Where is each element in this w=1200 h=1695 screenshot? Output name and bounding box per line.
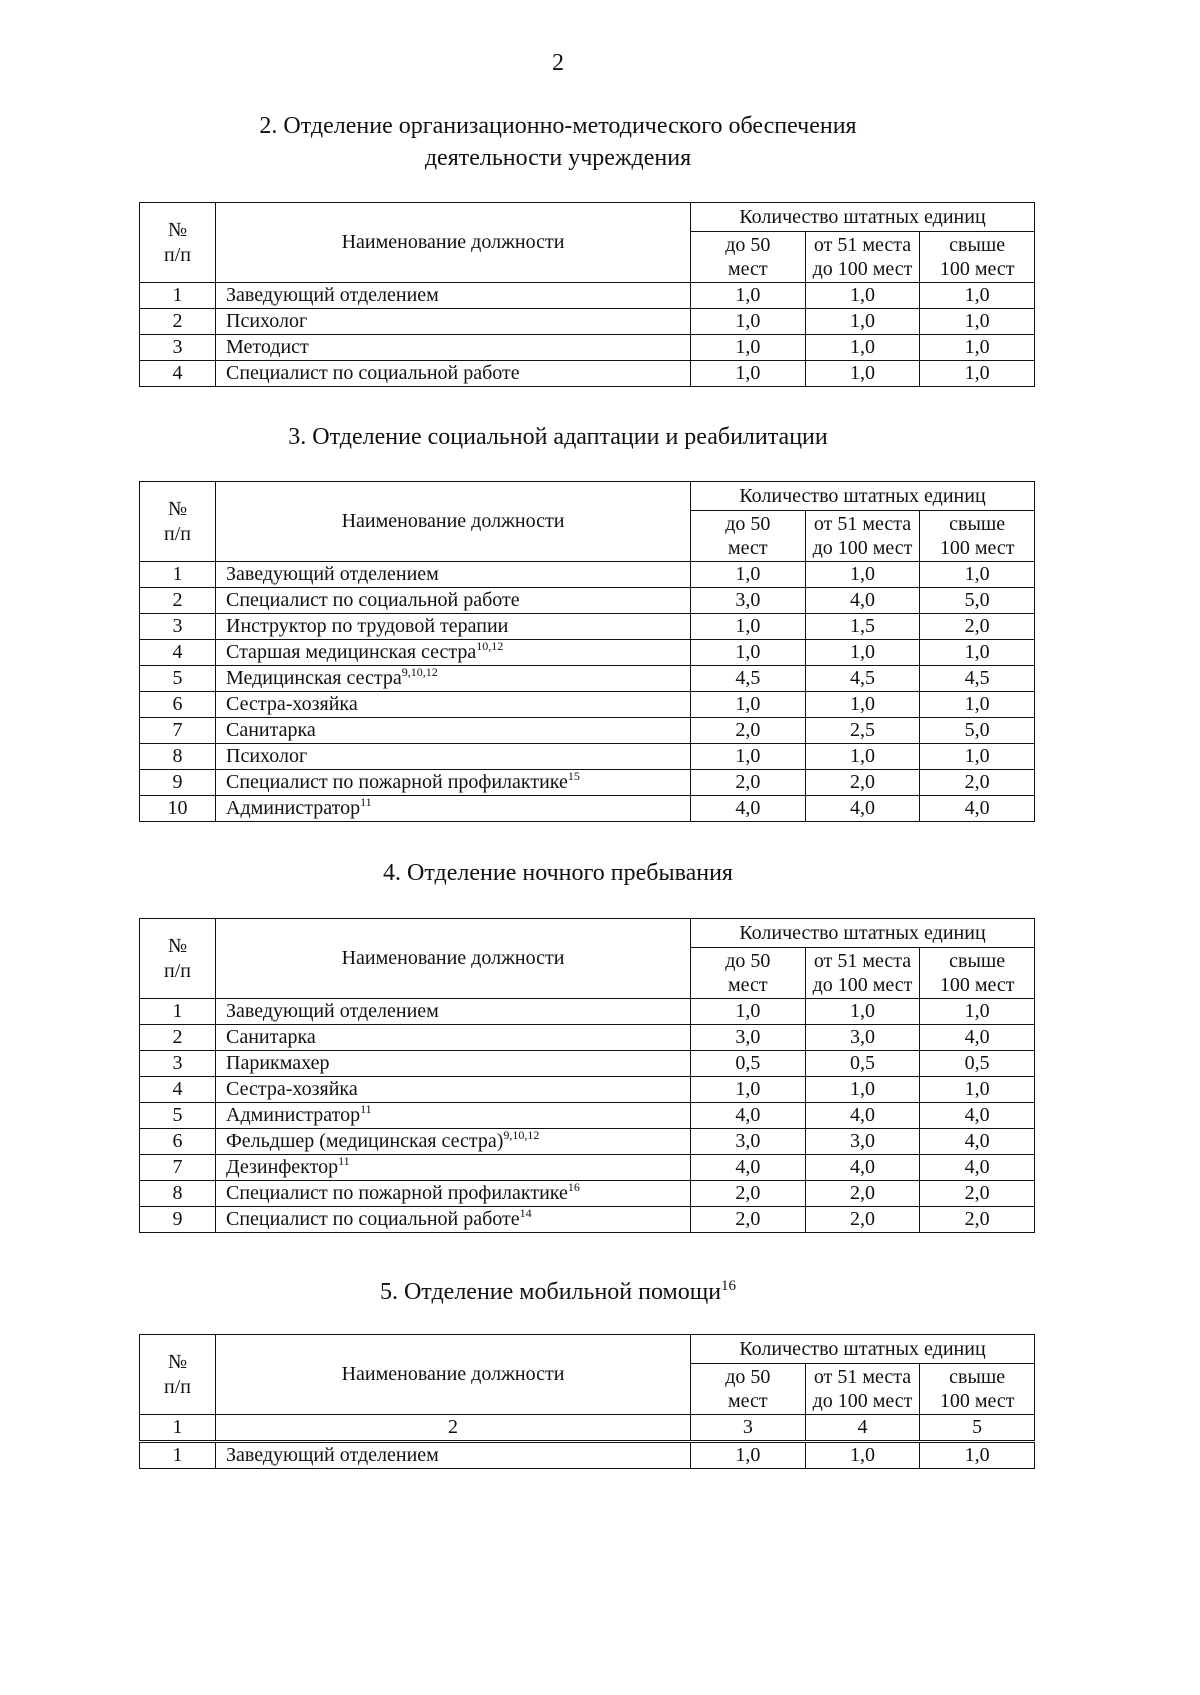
value-51-to-100: 4,0: [805, 1155, 920, 1181]
table-row: [140, 1129, 1035, 1155]
row-number: 1: [140, 283, 216, 309]
value-51-to-100: 3,0: [805, 1129, 920, 1155]
value-up-to-50: 1,0: [691, 283, 806, 309]
value-51-to-100: 4,0: [805, 588, 920, 614]
value-up-to-50: 3,0: [691, 1129, 806, 1155]
position-name: [216, 718, 691, 744]
position-name-text: Специалист по социальной работе: [226, 362, 520, 384]
value-51-to-100: 1,0: [805, 283, 920, 309]
value-over-100: 1,0: [920, 309, 1035, 335]
value-up-to-50: 4,0: [691, 1103, 806, 1129]
position-name-text: Санитарка: [226, 1026, 316, 1048]
section-3-table: [139, 481, 1035, 822]
position-name-text: Заведующий отделением: [226, 1444, 439, 1466]
row-number: 2: [140, 1025, 216, 1051]
value-up-to-50: 2,0: [691, 1207, 806, 1233]
position-name-text: Психолог: [226, 310, 308, 332]
row-number: 2: [140, 309, 216, 335]
position-name-text: Медицинская сестра: [226, 667, 402, 689]
value-over-100: 4,5: [920, 666, 1035, 692]
value-over-100: 0,5: [920, 1051, 1035, 1077]
col-header-up-to-50: до 50 мест: [691, 511, 806, 562]
value-51-to-100: 2,0: [805, 1207, 920, 1233]
position-name: [216, 1051, 691, 1077]
value-over-100: 1,0: [920, 335, 1035, 361]
col-header-position: Наименование должности: [216, 482, 691, 562]
value-51-to-100: 4,0: [805, 1103, 920, 1129]
value-up-to-50: 3,0: [691, 588, 806, 614]
position-name: [216, 283, 691, 309]
value-up-to-50: 1,0: [691, 562, 806, 588]
col-header-51-to-100: от 51 места до 100 мест: [805, 511, 920, 562]
col-header-number: № п/п: [140, 1335, 216, 1415]
value-up-to-50: 4,0: [691, 796, 806, 822]
position-name-text: Заведующий отделением: [226, 284, 439, 306]
section-2-title-line2: деятельности учреждения: [424, 145, 692, 171]
row-number: 9: [140, 1207, 216, 1233]
value-up-to-50: 0,5: [691, 1051, 806, 1077]
row-number: 4: [140, 640, 216, 666]
table-row: [140, 1207, 1035, 1233]
table-row: [140, 796, 1035, 822]
table-row: [140, 1181, 1035, 1207]
position-name-text: Специалист по социальной работе: [226, 589, 520, 611]
table-row: [140, 1155, 1035, 1181]
row-number: 6: [140, 1129, 216, 1155]
position-name: [216, 770, 691, 796]
column-number: 4: [805, 1415, 920, 1442]
row-number: 5: [140, 666, 216, 692]
row-number: 8: [140, 1181, 216, 1207]
row-number: 2: [140, 588, 216, 614]
row-number: 4: [140, 1077, 216, 1103]
table-row: [140, 999, 1035, 1025]
row-number: 1: [140, 1442, 216, 1469]
value-51-to-100: 1,0: [805, 335, 920, 361]
position-name: [216, 1155, 691, 1181]
section-4-title: [0, 857, 1116, 889]
col-header-number: № п/п: [140, 482, 216, 562]
section-2-title-line1: 2. Отделение организационно-методического обеспечения: [259, 113, 857, 139]
column-number: 1: [140, 1415, 216, 1442]
row-number: 3: [140, 614, 216, 640]
value-over-100: 1,0: [920, 999, 1035, 1025]
value-over-100: 4,0: [920, 1025, 1035, 1051]
value-51-to-100: 3,0: [805, 1025, 920, 1051]
position-name-text: Дезинфектор: [226, 1156, 339, 1178]
table-row: [140, 614, 1035, 640]
row-number: 9: [140, 770, 216, 796]
section-5-title-footnote: 16: [721, 1278, 737, 1294]
col-header-over-100: свыше 100 мест: [920, 1364, 1035, 1415]
section-2-table: [139, 202, 1035, 387]
position-name: [216, 692, 691, 718]
value-over-100: 2,0: [920, 1207, 1035, 1233]
value-over-100: 4,0: [920, 1155, 1035, 1181]
value-over-100: 5,0: [920, 718, 1035, 744]
col-header-number: № п/п: [140, 203, 216, 283]
row-number: 4: [140, 361, 216, 387]
position-name-text: Фельдшер (медицинская сестра): [226, 1130, 504, 1152]
position-name-text: Специалист по пожарной профилактике: [226, 1182, 568, 1204]
value-up-to-50: 1,0: [691, 1077, 806, 1103]
position-name: [216, 666, 691, 692]
col-header-51-to-100: от 51 места до 100 мест: [805, 1364, 920, 1415]
value-up-to-50: 1,0: [691, 1442, 806, 1469]
col-header-51-to-100: от 51 места до 100 мест: [805, 232, 920, 283]
position-name-text: Специалист по пожарной профилактике: [226, 771, 568, 793]
row-number: 3: [140, 335, 216, 361]
footnote-ref: 15: [567, 769, 580, 783]
section-5-title: [0, 1276, 1116, 1308]
table-row: [140, 666, 1035, 692]
position-name: [216, 1442, 691, 1469]
value-over-100: 4,0: [920, 1103, 1035, 1129]
column-numbers-row: [140, 1415, 1035, 1442]
value-51-to-100: 2,0: [805, 1181, 920, 1207]
value-over-100: 1,0: [920, 640, 1035, 666]
value-51-to-100: 1,0: [805, 361, 920, 387]
position-name: [216, 796, 691, 822]
table-row: [140, 718, 1035, 744]
table-row: [140, 1442, 1035, 1469]
col-header-over-100: свыше 100 мест: [920, 232, 1035, 283]
position-name-text: Заведующий отделением: [226, 563, 439, 585]
col-header-quantity: Количество штатных единиц: [691, 1335, 1035, 1364]
value-over-100: 5,0: [920, 588, 1035, 614]
footnote-ref: 9,10,12: [401, 665, 438, 679]
position-name-text: Сестра-хозяйка: [226, 693, 358, 715]
column-number: 5: [920, 1415, 1035, 1442]
value-over-100: 4,0: [920, 1129, 1035, 1155]
value-over-100: 1,0: [920, 1077, 1035, 1103]
position-name: [216, 640, 691, 666]
position-name: [216, 1077, 691, 1103]
value-51-to-100: 1,0: [805, 744, 920, 770]
col-header-51-to-100: от 51 места до 100 мест: [805, 948, 920, 999]
value-up-to-50: 1,0: [691, 309, 806, 335]
value-over-100: 2,0: [920, 1181, 1035, 1207]
value-51-to-100: 4,5: [805, 666, 920, 692]
col-header-position: Наименование должности: [216, 1335, 691, 1415]
value-51-to-100: 2,5: [805, 718, 920, 744]
position-name-text: Методист: [226, 336, 309, 358]
col-header-quantity: Количество штатных единиц: [691, 203, 1035, 232]
column-number: 3: [691, 1415, 806, 1442]
value-up-to-50: 1,0: [691, 744, 806, 770]
row-number: 5: [140, 1103, 216, 1129]
col-header-quantity: Количество штатных единиц: [691, 482, 1035, 511]
value-up-to-50: 1,0: [691, 614, 806, 640]
position-name: [216, 999, 691, 1025]
table-row: [140, 1025, 1035, 1051]
value-over-100: 2,0: [920, 770, 1035, 796]
value-over-100: 1,0: [920, 283, 1035, 309]
value-51-to-100: 1,0: [805, 562, 920, 588]
footnote-ref: 9,10,12: [503, 1128, 540, 1142]
row-number: 3: [140, 1051, 216, 1077]
value-up-to-50: 4,5: [691, 666, 806, 692]
section-4-title-text: 4. Отделение ночного пребывания: [383, 860, 733, 886]
section-4-table: [139, 918, 1035, 1233]
col-header-up-to-50: до 50 мест: [691, 232, 806, 283]
col-header-up-to-50: до 50 мест: [691, 948, 806, 999]
position-name-text: Психолог: [226, 745, 308, 767]
section-3-title-text: 3. Отделение социальной адаптации и реабилитации: [288, 424, 828, 450]
col-header-number: № п/п: [140, 919, 216, 999]
position-name-text: Старшая медицинская сестра: [226, 641, 477, 663]
col-header-over-100: свыше 100 мест: [920, 948, 1035, 999]
table-row: [140, 1077, 1035, 1103]
position-name: [216, 1103, 691, 1129]
footnote-ref: 11: [338, 1154, 350, 1168]
value-up-to-50: 4,0: [691, 1155, 806, 1181]
col-header-over-100: свыше 100 мест: [920, 511, 1035, 562]
position-name-text: Парикмахер: [226, 1052, 330, 1074]
value-51-to-100: 1,0: [805, 1442, 920, 1469]
value-up-to-50: 2,0: [691, 718, 806, 744]
col-header-up-to-50: до 50 мест: [691, 1364, 806, 1415]
value-over-100: 2,0: [920, 614, 1035, 640]
value-51-to-100: 1,0: [805, 999, 920, 1025]
position-name: [216, 1025, 691, 1051]
position-name: [216, 588, 691, 614]
position-name: [216, 562, 691, 588]
footnote-ref: 16: [567, 1180, 580, 1194]
table-row: [140, 283, 1035, 309]
col-header-position: Наименование должности: [216, 203, 691, 283]
position-name: [216, 1129, 691, 1155]
position-name-text: Администратор: [226, 1104, 361, 1126]
value-up-to-50: 3,0: [691, 1025, 806, 1051]
position-name-text: Заведующий отделением: [226, 1000, 439, 1022]
section-5-title-text: 5. Отделение мобильной помощи: [379, 1279, 722, 1305]
table-row: [140, 361, 1035, 387]
value-up-to-50: 1,0: [691, 640, 806, 666]
value-51-to-100: 1,5: [805, 614, 920, 640]
value-over-100: 4,0: [920, 796, 1035, 822]
footnote-ref: 14: [519, 1206, 532, 1220]
row-number: 7: [140, 718, 216, 744]
table-row: [140, 335, 1035, 361]
table-row: [140, 1103, 1035, 1129]
position-name: [216, 361, 691, 387]
value-up-to-50: 1,0: [691, 999, 806, 1025]
position-name: [216, 1181, 691, 1207]
position-name-text: Санитарка: [226, 719, 316, 741]
value-up-to-50: 1,0: [691, 335, 806, 361]
row-number: 7: [140, 1155, 216, 1181]
table-row: [140, 770, 1035, 796]
value-up-to-50: 2,0: [691, 770, 806, 796]
table-row: [140, 1051, 1035, 1077]
value-over-100: 1,0: [920, 692, 1035, 718]
table-row: [140, 640, 1035, 666]
value-51-to-100: 2,0: [805, 770, 920, 796]
section-2-title: [0, 110, 1116, 174]
row-number: 10: [140, 796, 216, 822]
page-number: 2: [552, 50, 564, 76]
footnote-ref: 10,12: [476, 639, 504, 653]
value-over-100: 1,0: [920, 562, 1035, 588]
section-5-table: [139, 1334, 1035, 1469]
value-up-to-50: 1,0: [691, 692, 806, 718]
table-row: [140, 744, 1035, 770]
value-51-to-100: 1,0: [805, 692, 920, 718]
value-over-100: 1,0: [920, 744, 1035, 770]
value-over-100: 1,0: [920, 361, 1035, 387]
row-number: 1: [140, 562, 216, 588]
table-row: [140, 562, 1035, 588]
position-name-text: Сестра-хозяйка: [226, 1078, 358, 1100]
value-51-to-100: 1,0: [805, 640, 920, 666]
table-row: [140, 692, 1035, 718]
row-number: 8: [140, 744, 216, 770]
table-row: [140, 588, 1035, 614]
position-name-text: Инструктор по трудовой терапии: [226, 615, 509, 637]
table-row: [140, 309, 1035, 335]
value-51-to-100: 0,5: [805, 1051, 920, 1077]
footnote-ref: 11: [360, 795, 372, 809]
position-name: [216, 744, 691, 770]
value-up-to-50: 2,0: [691, 1181, 806, 1207]
value-over-100: 1,0: [920, 1442, 1035, 1469]
row-number: 6: [140, 692, 216, 718]
col-header-position: Наименование должности: [216, 919, 691, 999]
position-name: [216, 1207, 691, 1233]
section-3-title: [0, 421, 1116, 453]
value-51-to-100: 4,0: [805, 796, 920, 822]
position-name: [216, 309, 691, 335]
row-number: 1: [140, 999, 216, 1025]
position-name-text: Администратор: [226, 797, 361, 819]
value-51-to-100: 1,0: [805, 1077, 920, 1103]
column-number: 2: [216, 1415, 691, 1442]
value-up-to-50: 1,0: [691, 361, 806, 387]
position-name-text: Специалист по социальной работе: [226, 1208, 520, 1230]
position-name: [216, 335, 691, 361]
footnote-ref: 11: [360, 1102, 372, 1116]
position-name: [216, 614, 691, 640]
col-header-quantity: Количество штатных единиц: [691, 919, 1035, 948]
value-51-to-100: 1,0: [805, 309, 920, 335]
